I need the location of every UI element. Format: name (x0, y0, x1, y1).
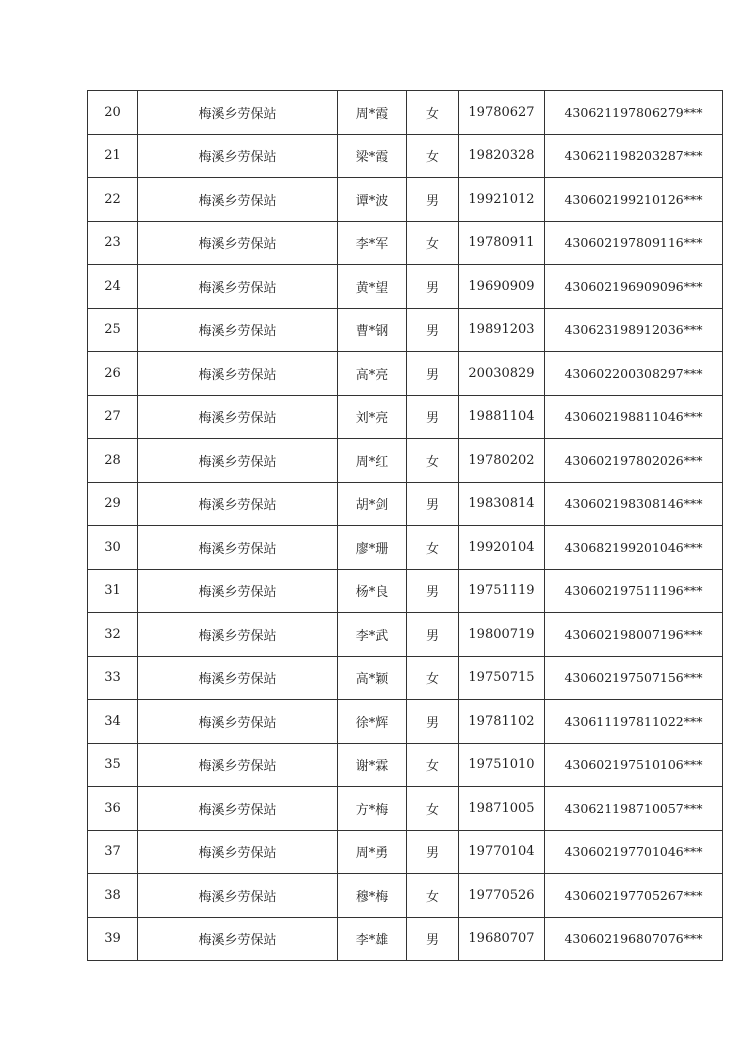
table-row (88, 308, 723, 352)
table-row (88, 569, 723, 613)
row-number-cell: 28 (88, 439, 138, 483)
row-number-cell: 34 (88, 700, 138, 744)
birth-date-cell: 19871005 (459, 787, 545, 831)
table-row (88, 830, 723, 874)
roster-table-body (88, 91, 723, 961)
organization-cell: 梅溪乡劳保站 (138, 308, 338, 352)
birth-date-cell: 19800719 (459, 613, 545, 657)
table-row (88, 656, 723, 700)
id-number-cell: 430602198308146*** (545, 482, 723, 526)
gender-cell: 男 (407, 482, 459, 526)
organization-cell: 梅溪乡劳保站 (138, 352, 338, 396)
table-row (88, 178, 723, 222)
row-number-cell: 27 (88, 395, 138, 439)
organization-cell: 梅溪乡劳保站 (138, 134, 338, 178)
organization-cell: 梅溪乡劳保站 (138, 482, 338, 526)
name-cell: 高*颖 (338, 656, 407, 700)
name-cell: 李*军 (338, 221, 407, 265)
table-row (88, 395, 723, 439)
row-number-cell: 39 (88, 917, 138, 961)
row-number-cell: 37 (88, 830, 138, 874)
birth-date-cell: 19780202 (459, 439, 545, 483)
table-row (88, 91, 723, 135)
table-row (88, 352, 723, 396)
birth-date-cell: 20030829 (459, 352, 545, 396)
gender-cell: 男 (407, 308, 459, 352)
gender-cell: 男 (407, 178, 459, 222)
birth-date-cell: 19750715 (459, 656, 545, 700)
id-number-cell: 430602197701046*** (545, 830, 723, 874)
roster-table (87, 90, 723, 961)
gender-cell: 男 (407, 395, 459, 439)
organization-cell: 梅溪乡劳保站 (138, 569, 338, 613)
gender-cell: 女 (407, 221, 459, 265)
row-number-cell: 36 (88, 787, 138, 831)
table-row (88, 439, 723, 483)
birth-date-cell: 19891203 (459, 308, 545, 352)
row-number-cell: 23 (88, 221, 138, 265)
name-cell: 杨*良 (338, 569, 407, 613)
gender-cell: 男 (407, 265, 459, 309)
row-number-cell: 32 (88, 613, 138, 657)
organization-cell: 梅溪乡劳保站 (138, 178, 338, 222)
id-number-cell: 430602197705267*** (545, 874, 723, 918)
name-cell: 刘*亮 (338, 395, 407, 439)
id-number-cell: 430602200308297*** (545, 352, 723, 396)
id-number-cell: 430602197507156*** (545, 656, 723, 700)
table-row (88, 526, 723, 570)
id-number-cell: 430602197802026*** (545, 439, 723, 483)
name-cell: 周*红 (338, 439, 407, 483)
row-number-cell: 38 (88, 874, 138, 918)
name-cell: 谭*波 (338, 178, 407, 222)
organization-cell: 梅溪乡劳保站 (138, 91, 338, 135)
id-number-cell: 430621198203287*** (545, 134, 723, 178)
table-row (88, 874, 723, 918)
gender-cell: 女 (407, 134, 459, 178)
organization-cell: 梅溪乡劳保站 (138, 743, 338, 787)
birth-date-cell: 19690909 (459, 265, 545, 309)
id-number-cell: 430602196909096*** (545, 265, 723, 309)
table-row (88, 134, 723, 178)
table-row (88, 700, 723, 744)
gender-cell: 男 (407, 917, 459, 961)
gender-cell: 男 (407, 613, 459, 657)
row-number-cell: 35 (88, 743, 138, 787)
organization-cell: 梅溪乡劳保站 (138, 830, 338, 874)
gender-cell: 男 (407, 830, 459, 874)
table-row (88, 743, 723, 787)
gender-cell: 女 (407, 656, 459, 700)
table-row (88, 265, 723, 309)
id-number-cell: 430602197809116*** (545, 221, 723, 265)
row-number-cell: 24 (88, 265, 138, 309)
id-number-cell: 430602198007196*** (545, 613, 723, 657)
row-number-cell: 25 (88, 308, 138, 352)
id-number-cell: 430623198912036*** (545, 308, 723, 352)
id-number-cell: 430611197811022*** (545, 700, 723, 744)
row-number-cell: 29 (88, 482, 138, 526)
name-cell: 方*梅 (338, 787, 407, 831)
gender-cell: 男 (407, 569, 459, 613)
row-number-cell: 26 (88, 352, 138, 396)
gender-cell: 男 (407, 352, 459, 396)
birth-date-cell: 19751010 (459, 743, 545, 787)
gender-cell: 女 (407, 439, 459, 483)
birth-date-cell: 19751119 (459, 569, 545, 613)
organization-cell: 梅溪乡劳保站 (138, 395, 338, 439)
name-cell: 梁*霞 (338, 134, 407, 178)
id-number-cell: 430602198811046*** (545, 395, 723, 439)
gender-cell: 女 (407, 526, 459, 570)
name-cell: 周*霞 (338, 91, 407, 135)
gender-cell: 女 (407, 874, 459, 918)
organization-cell: 梅溪乡劳保站 (138, 700, 338, 744)
name-cell: 穆*梅 (338, 874, 407, 918)
table-row (88, 482, 723, 526)
organization-cell: 梅溪乡劳保站 (138, 526, 338, 570)
gender-cell: 女 (407, 787, 459, 831)
name-cell: 廖*珊 (338, 526, 407, 570)
name-cell: 徐*辉 (338, 700, 407, 744)
id-number-cell: 430621198710057*** (545, 787, 723, 831)
birth-date-cell: 19780627 (459, 91, 545, 135)
table-row (88, 917, 723, 961)
birth-date-cell: 19820328 (459, 134, 545, 178)
birth-date-cell: 19830814 (459, 482, 545, 526)
table-row (88, 613, 723, 657)
name-cell: 黄*望 (338, 265, 407, 309)
organization-cell: 梅溪乡劳保站 (138, 265, 338, 309)
birth-date-cell: 19781102 (459, 700, 545, 744)
birth-date-cell: 19780911 (459, 221, 545, 265)
gender-cell: 女 (407, 743, 459, 787)
name-cell: 李*武 (338, 613, 407, 657)
birth-date-cell: 19680707 (459, 917, 545, 961)
row-number-cell: 33 (88, 656, 138, 700)
birth-date-cell: 19881104 (459, 395, 545, 439)
gender-cell: 女 (407, 91, 459, 135)
id-number-cell: 430682199201046*** (545, 526, 723, 570)
id-number-cell: 430602199210126*** (545, 178, 723, 222)
table-row (88, 787, 723, 831)
organization-cell: 梅溪乡劳保站 (138, 221, 338, 265)
row-number-cell: 20 (88, 91, 138, 135)
table-row (88, 221, 723, 265)
id-number-cell: 430621197806279*** (545, 91, 723, 135)
birth-date-cell: 19920104 (459, 526, 545, 570)
row-number-cell: 21 (88, 134, 138, 178)
organization-cell: 梅溪乡劳保站 (138, 874, 338, 918)
row-number-cell: 22 (88, 178, 138, 222)
organization-cell: 梅溪乡劳保站 (138, 613, 338, 657)
id-number-cell: 430602196807076*** (545, 917, 723, 961)
row-number-cell: 30 (88, 526, 138, 570)
organization-cell: 梅溪乡劳保站 (138, 917, 338, 961)
birth-date-cell: 19770526 (459, 874, 545, 918)
row-number-cell: 31 (88, 569, 138, 613)
id-number-cell: 430602197511196*** (545, 569, 723, 613)
name-cell: 谢*霖 (338, 743, 407, 787)
organization-cell: 梅溪乡劳保站 (138, 656, 338, 700)
name-cell: 周*勇 (338, 830, 407, 874)
id-number-cell: 430602197510106*** (545, 743, 723, 787)
organization-cell: 梅溪乡劳保站 (138, 439, 338, 483)
name-cell: 胡*剑 (338, 482, 407, 526)
birth-date-cell: 19770104 (459, 830, 545, 874)
birth-date-cell: 19921012 (459, 178, 545, 222)
name-cell: 高*亮 (338, 352, 407, 396)
name-cell: 李*雄 (338, 917, 407, 961)
gender-cell: 男 (407, 700, 459, 744)
organization-cell: 梅溪乡劳保站 (138, 787, 338, 831)
name-cell: 曹*钢 (338, 308, 407, 352)
